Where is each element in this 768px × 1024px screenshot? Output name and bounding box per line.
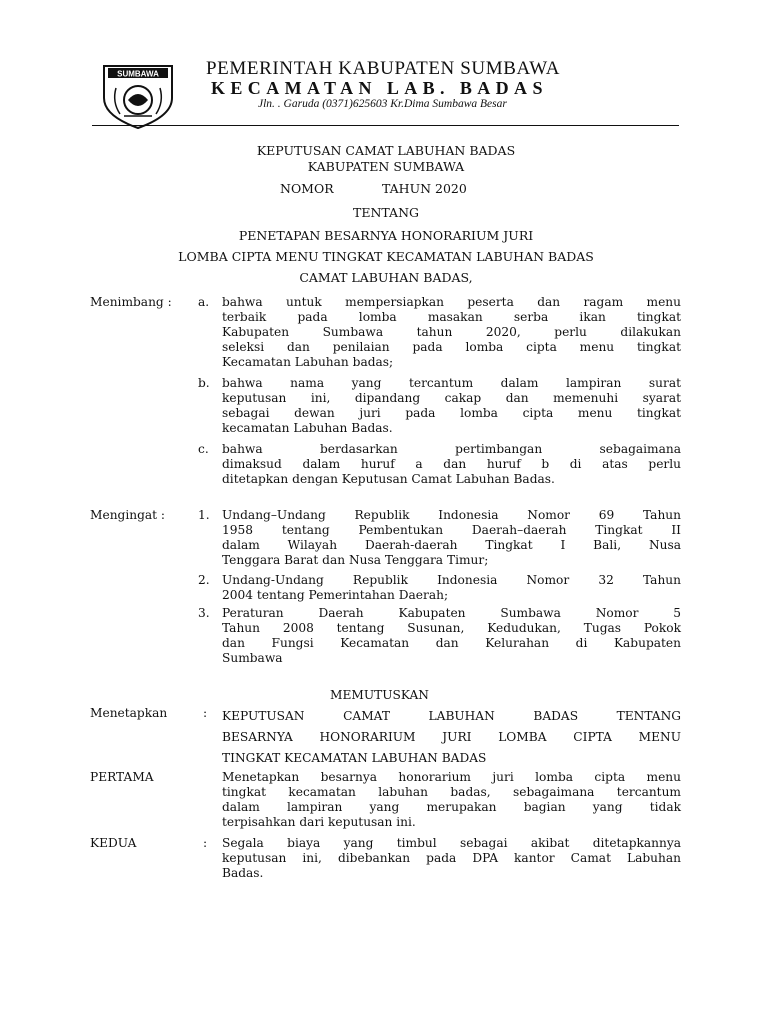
text-line: Kabupaten Sumbawa tahun 2020, perlu dilakukan bbox=[222, 325, 681, 339]
mengingat-1-marker: 1. bbox=[198, 508, 210, 522]
text-line: Kecamatan Labuhan badas; bbox=[222, 355, 394, 369]
mengingat-3-marker: 3. bbox=[198, 606, 210, 620]
text-line: keputusan ini, dipandang cakap dan memenuhi syarat bbox=[222, 391, 681, 405]
text-line: dalam lampiran yang merupakan bagian yang tidak bbox=[222, 800, 681, 814]
menetapkan-text bbox=[222, 706, 681, 769]
kedua-colon: : bbox=[203, 836, 208, 850]
mengingat-2-marker: 2. bbox=[198, 573, 210, 587]
menimbang-label: Menimbang : bbox=[90, 295, 172, 309]
decree-subject-line2: LOMBA CIPTA MENU TINGKAT KECAMATAN LABUHAN BADAS bbox=[178, 249, 594, 264]
text-line: ditetapkan dengan Keputusan Camat Labuhan Badas. bbox=[222, 472, 555, 486]
decree-subject-line1: PENETAPAN BESARNYA HONORARIUM JURI bbox=[238, 228, 534, 243]
decree-regency: KABUPATEN SUMBAWA bbox=[307, 159, 465, 174]
letterhead-government: PEMERINTAH KABUPATEN SUMBAWA bbox=[206, 58, 561, 79]
text-line: BESARNYA HONORARIUM JURI LOMBA CIPTA MENU bbox=[222, 730, 681, 744]
text-line: bahwa nama yang tercantum dalam lampiran surat bbox=[222, 376, 681, 390]
text-line: 2004 tentang Pemerintahan Daerah; bbox=[222, 588, 449, 602]
text-line: TINGKAT KECAMATAN LABUHAN BADAS bbox=[222, 751, 487, 765]
menimbang-b-text bbox=[222, 376, 681, 436]
text-line: Tenggara Barat dan Nusa Tenggara Timur; bbox=[222, 553, 489, 567]
decree-number-label: NOMOR bbox=[280, 181, 334, 196]
kedua-text bbox=[222, 836, 681, 881]
text-line: Segala biaya yang timbul sebagai akibat ditetapkannya bbox=[222, 836, 681, 850]
pertama-label: PERTAMA bbox=[90, 770, 154, 784]
text-line: Tahun 2008 tentang Susunan, Kedudukan, Tugas Pokok bbox=[222, 621, 681, 635]
text-line: Undang-Undang Republik Indonesia Nomor 32 Tahun bbox=[222, 573, 681, 587]
sumbawa-crest-logo bbox=[98, 58, 178, 130]
text-line: bahwa berdasarkan pertimbangan sebagaimana bbox=[222, 442, 681, 456]
menimbang-c-marker: c. bbox=[198, 442, 209, 456]
mengingat-1-text bbox=[222, 508, 681, 568]
decree-year: TAHUN 2020 bbox=[382, 181, 467, 196]
text-line: Badas. bbox=[222, 866, 264, 880]
mengingat-label: Mengingat : bbox=[90, 508, 166, 522]
text-line: tingkat kecamatan labuhan badas, sebagaimana tercantum bbox=[222, 785, 681, 799]
menimbang-b-marker: b. bbox=[198, 376, 210, 390]
memutuskan-heading: MEMUTUSKAN bbox=[330, 688, 429, 702]
text-line: dan Fungsi Kecamatan dan Kelurahan di Kabupaten bbox=[222, 636, 681, 650]
text-line: dalam Wilayah Daerah-daerah Tingkat I Bali, Nusa bbox=[222, 538, 681, 552]
mengingat-3-text bbox=[222, 606, 681, 666]
menimbang-a-text bbox=[222, 295, 681, 370]
text-line: terpisahkan dari keputusan ini. bbox=[222, 815, 416, 829]
text-line: Sumbawa bbox=[222, 651, 283, 665]
letterhead-district: KECAMATAN LAB. BADAS bbox=[211, 78, 548, 98]
issuer-heading: CAMAT LABUHAN BADAS, bbox=[299, 270, 473, 285]
menimbang-c-text bbox=[222, 442, 681, 487]
pertama-text bbox=[222, 770, 681, 830]
text-line: seleksi dan penilaian pada lomba cipta menu tingkat bbox=[222, 340, 681, 354]
text-line: sebagai dewan juri pada lomba cipta menu tingkat bbox=[222, 406, 681, 420]
text-line: Undang–Undang Republik Indonesia Nomor 69 Tahun bbox=[222, 508, 681, 522]
text-line: Menetapkan besarnya honorarium juri lomba cipta menu bbox=[222, 770, 681, 784]
mengingat-2-text bbox=[222, 573, 681, 603]
text-line: kecamatan Labuhan Badas. bbox=[222, 421, 393, 435]
text-line: bahwa untuk mempersiapkan peserta dan ragam menu bbox=[222, 295, 681, 309]
text-line: 1958 tentang Pembentukan Daerah–daerah Tingkat II bbox=[222, 523, 681, 537]
menetapkan-colon: : bbox=[203, 706, 208, 720]
decree-title: KEPUTUSAN CAMAT LABUHAN BADAS bbox=[256, 143, 516, 158]
menimbang-a-marker: a. bbox=[198, 295, 210, 309]
letterhead-address: Jln. . Garuda (0371)625603 Kr.Dima Sumbawa Besar bbox=[258, 98, 507, 110]
text-line: dimaksud dalam huruf a dan huruf b di atas perlu bbox=[222, 457, 681, 471]
letterhead-divider bbox=[92, 125, 679, 126]
text-line: KEPUTUSAN CAMAT LABUHAN BADAS TENTANG bbox=[222, 709, 681, 723]
kedua-label: KEDUA bbox=[90, 836, 137, 850]
text-line: Peraturan Daerah Kabupaten Sumbawa Nomor 5 bbox=[222, 606, 681, 620]
text-line: terbaik pada lomba masakan serba ikan tingkat bbox=[222, 310, 681, 324]
text-line: keputusan ini, dibebankan pada DPA kantor Camat Labuhan bbox=[222, 851, 681, 865]
svg-text:SUMBAWA: SUMBAWA bbox=[117, 69, 159, 79]
tentang-heading: TENTANG bbox=[352, 205, 419, 220]
menetapkan-label: Menetapkan bbox=[90, 706, 168, 720]
